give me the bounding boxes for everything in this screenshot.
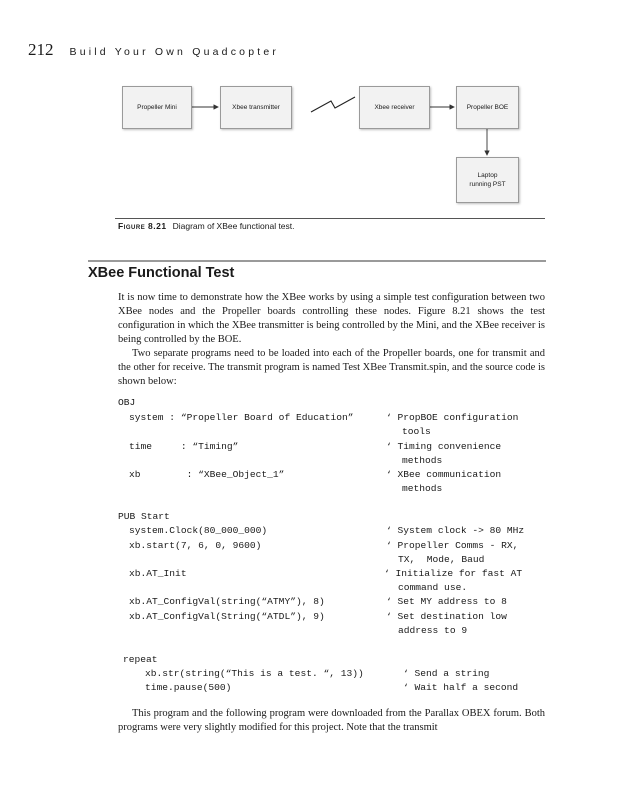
code-time-line: time : “Timing” — [129, 441, 239, 452]
code-start-line: xb.start(7, 6, 0, 9600) — [129, 540, 262, 551]
code-atinit-line: xb.AT_Init — [129, 568, 187, 579]
code-atmy-line: xb.AT_ConfigVal(string(“ATMY”), 8) — [129, 596, 325, 607]
box-xbee-transmitter — [220, 86, 292, 129]
code-repeat: repeat — [123, 654, 158, 665]
code-start-comment-2: TX, Mode, Baud — [398, 554, 485, 565]
figure-diagram — [115, 80, 545, 215]
paragraph-1: It is now time to demonstrate how the XBee works by using a simple test configuration between two XBee nodes and the Propeller boards controlling these nodes. Figure 8.21 shows the test configuration in which the XBee transmitter is being controlled by the Mini, and the XBee receiver is being controlled by the BOE. — [118, 292, 545, 345]
code-clock-comment: ‘ System clock -> 80 MHz — [386, 525, 525, 536]
figure-caption — [118, 221, 295, 231]
code-system-comment-2: tools — [402, 426, 431, 437]
code-system-comment: ‘ PropBOE configuration — [386, 412, 519, 423]
paragraph-3: This program and the following program were downloaded from the Parallax OBEX forum. Both programs were very slightly modified for this project. Note that the transmit — [118, 708, 545, 733]
section-rule — [88, 260, 546, 262]
box-xbee-receiver-label: Xbee receiver — [374, 103, 415, 111]
running-header — [28, 40, 279, 60]
code-xb-comment-2: methods — [402, 483, 443, 494]
section-heading: XBee Functional Test — [88, 265, 235, 281]
caption-label: Figure 8.21 — [118, 221, 167, 231]
wireless-link-icon — [311, 97, 355, 112]
code-str-comment: ‘ Send a string — [403, 668, 490, 679]
code-time-comment: ‘ Timing convenience — [386, 441, 502, 452]
page-number: 212 — [28, 40, 54, 59]
box-propeller-boe-label: Propeller BOE — [466, 103, 509, 111]
box-propeller-mini-label: Propeller Mini — [137, 103, 177, 111]
code-listing — [118, 397, 548, 697]
code-obj: OBJ — [118, 397, 136, 408]
code-atdl-line: xb.AT_ConfigVal(String(“ATDL”), 9) — [129, 611, 325, 622]
box-laptop-label: Laptop running PST — [469, 171, 506, 188]
paragraph-2: Two separate programs need to be loaded into each of the Propeller boards, one for transmit and the other for receive. The transmit program is named Test XBee Transmit.spin, and the source code is shown below: — [118, 348, 545, 387]
caption-rule — [115, 218, 545, 219]
code-atdl-comment: ‘ Set destination low — [386, 611, 507, 622]
box-propeller-mini — [122, 86, 192, 129]
code-time-comment-2: methods — [402, 455, 443, 466]
code-start-comment: ‘ Propeller Comms - RX, — [386, 540, 519, 551]
code-clock-line: system.Clock(80_000_000) — [129, 525, 268, 536]
code-xb-line: xb : “XBee_Object_1” — [129, 469, 285, 480]
code-str-line: xb.str(string(“This is a test. “, 13)) — [145, 668, 364, 679]
box-xbee-receiver — [359, 86, 430, 129]
box-propeller-boe — [456, 86, 519, 129]
code-system-line: system : “Propeller Board of Education” — [129, 412, 354, 423]
code-pause-comment: ‘ Wait half a second — [403, 682, 519, 693]
box-laptop — [456, 157, 519, 203]
code-atinit-comment: ‘ Initialize for fast AT — [384, 568, 523, 579]
code-atdl-comment-2: address to 9 — [398, 625, 468, 636]
code-pause-line: time.pause(500) — [145, 682, 232, 693]
running-title: Build Your Own Quadcopter — [69, 46, 280, 58]
code-pub: PUB Start — [118, 511, 170, 522]
caption-text: Diagram of XBee functional test. — [172, 221, 295, 231]
code-atmy-comment: ‘ Set MY address to 8 — [386, 596, 507, 607]
code-xb-comment: ‘ XBee communication — [386, 469, 502, 480]
box-xbee-transmitter-label: Xbee transmitter — [232, 103, 280, 111]
code-atinit-comment-2: command use. — [398, 582, 468, 593]
